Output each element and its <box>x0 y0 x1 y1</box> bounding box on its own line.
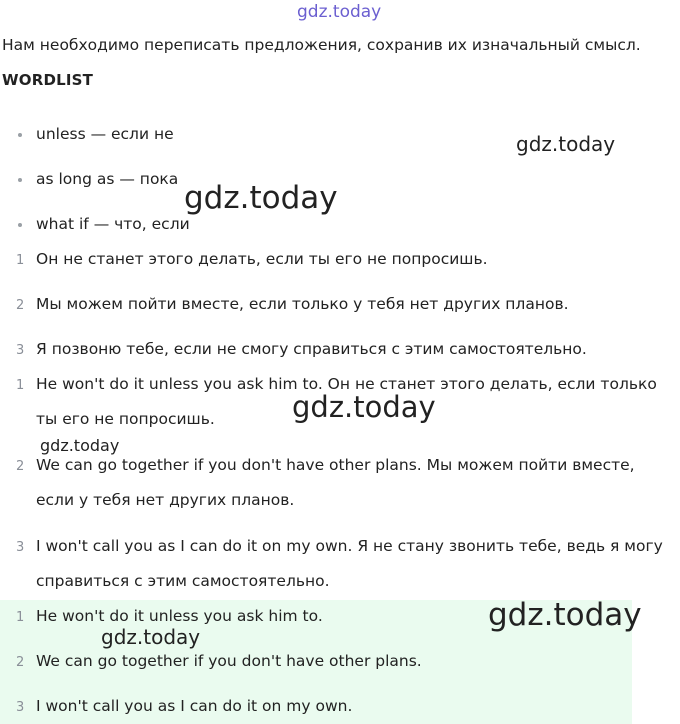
translation-line: если у тебя нет других планов. <box>36 491 295 509</box>
watermark: gdz.today <box>101 625 201 649</box>
translation-line: He won't do it unless you ask him to. Он не станет этого делать, если только <box>36 375 657 393</box>
translation-number: 1 <box>16 378 25 393</box>
watermark: gdz.today <box>184 180 338 216</box>
task-number: 1 <box>16 253 25 268</box>
translation-line: I won't call you as I can do it on my own. Я не стану звонить тебе, ведь я могу <box>36 537 663 555</box>
list-item-text: what if — что, если <box>36 215 190 233</box>
list-item-text: unless — если не <box>36 125 174 143</box>
bullet-icon <box>18 223 22 227</box>
answer-text: I won't call you as I can do it on my own. <box>36 697 353 715</box>
translation-line: справиться с этим самостоятельно. <box>36 572 330 590</box>
bullet-icon <box>18 178 22 182</box>
translation-number: 3 <box>16 540 25 555</box>
answer-number: 3 <box>16 700 25 715</box>
task-number: 3 <box>16 343 25 358</box>
task-text: Он не станет этого делать, если ты его не попросишь. <box>36 250 488 268</box>
intro-text: Нам необходимо переписать предложения, сохранив их изначальный смысл. <box>2 36 641 54</box>
watermark: gdz.today <box>40 436 120 455</box>
watermark-top: gdz.today <box>297 2 382 22</box>
answer-text: He won't do it unless you ask him to. <box>36 607 323 625</box>
watermark: gdz.today <box>292 390 436 424</box>
answer-number: 1 <box>16 610 25 625</box>
wordlist-heading: WORDLIST <box>2 71 94 89</box>
translation-line: We can go together if you don't have other plans. Мы можем пойти вместе, <box>36 456 635 474</box>
watermark: gdz.today <box>488 597 642 633</box>
answer-number: 2 <box>16 655 25 670</box>
task-text: Я позвоню тебе, если не смогу справиться с этим самостоятельно. <box>36 340 587 358</box>
translation-line: ты его не попросишь. <box>36 410 215 428</box>
watermark: gdz.today <box>516 132 616 156</box>
task-text: Мы можем пойти вместе, если только у тебя нет других планов. <box>36 295 569 313</box>
list-item-text: as long as — пока <box>36 170 179 188</box>
bullet-icon <box>18 133 22 137</box>
task-number: 2 <box>16 298 25 313</box>
translation-number: 2 <box>16 459 25 474</box>
answer-text: We can go together if you don't have other plans. <box>36 652 422 670</box>
